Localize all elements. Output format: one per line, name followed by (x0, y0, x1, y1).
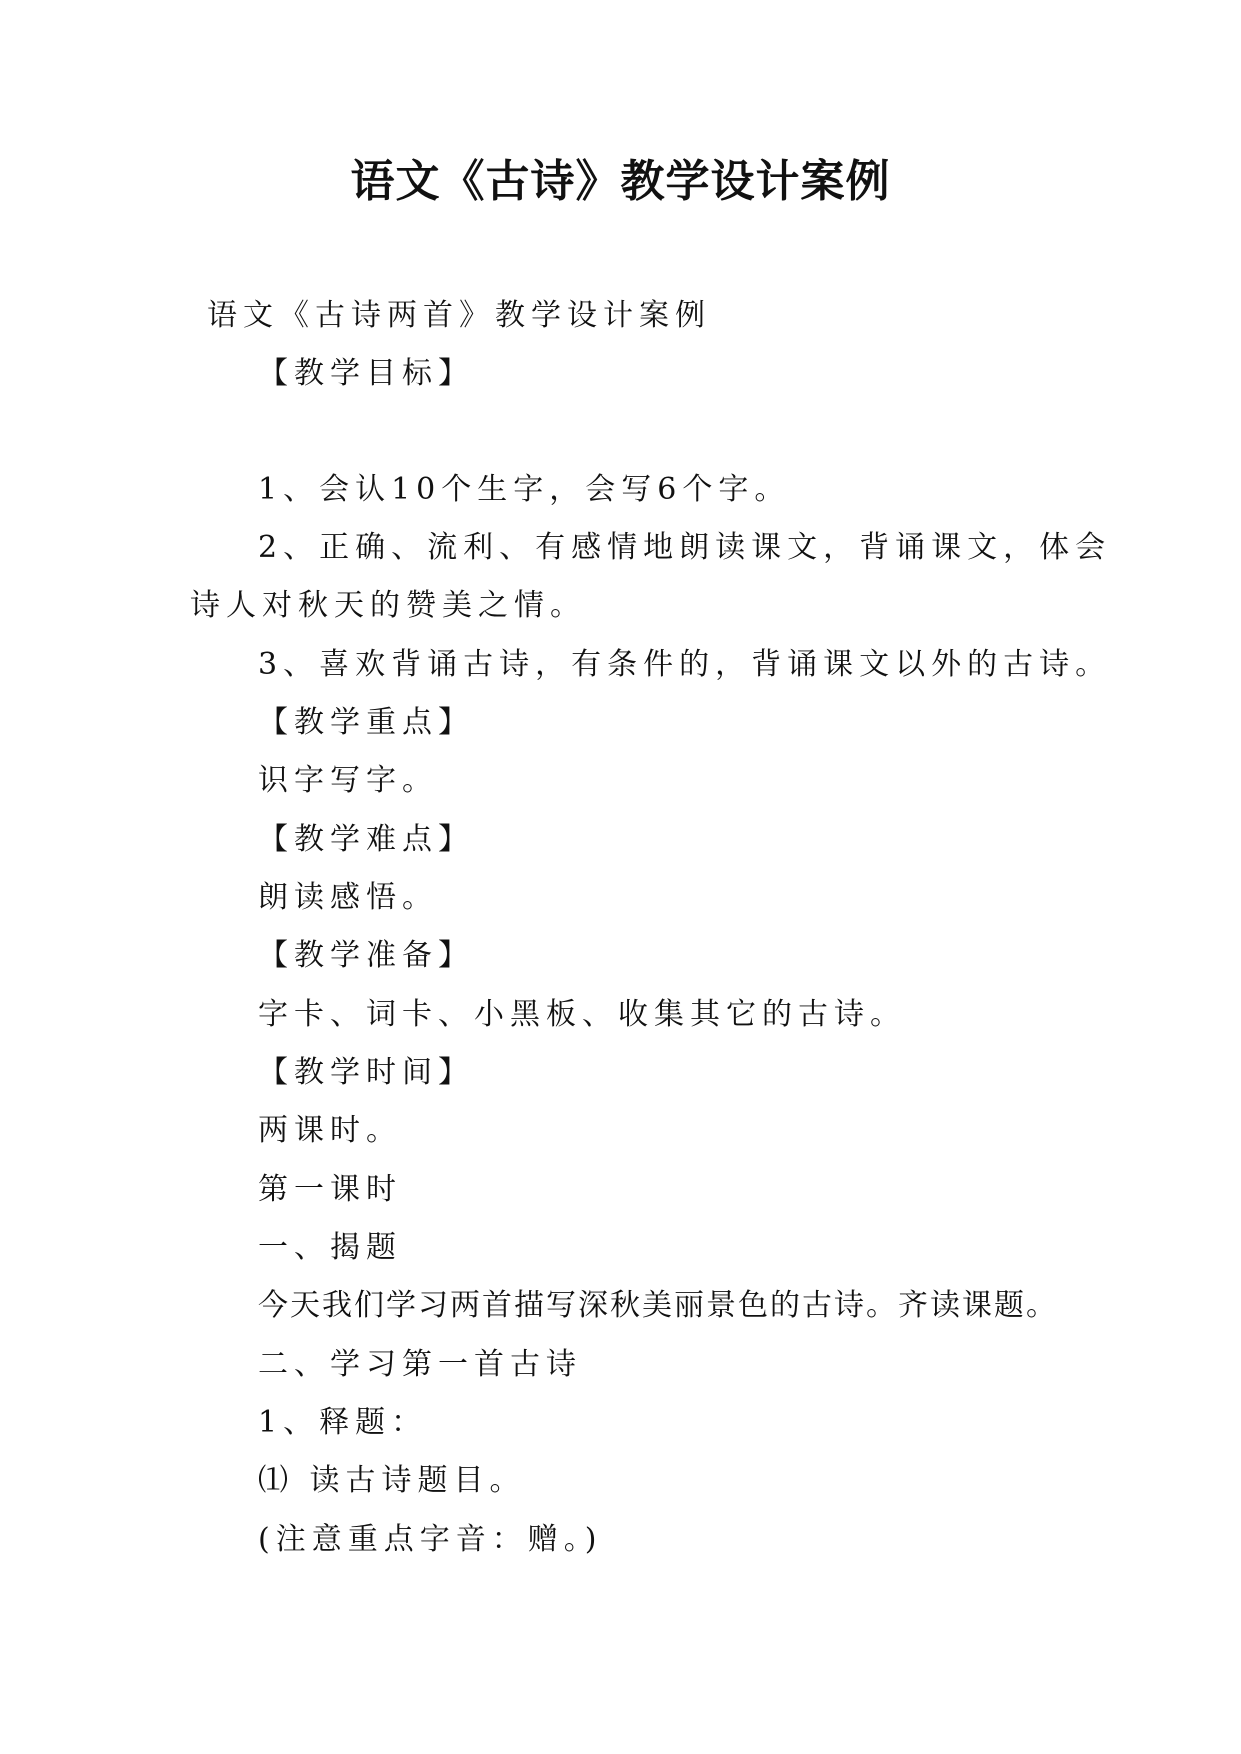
key-points-text: 识字写字。 (258, 763, 438, 798)
difficulties-text: 朗读感悟。 (258, 880, 438, 915)
step-2-sub-item-1: ⑴ 读古诗题目。 (258, 1463, 526, 1498)
lesson-heading: 第一课时 (258, 1172, 402, 1207)
step-2-item-1: 1、释题： (258, 1405, 428, 1440)
preparation-text: 字卡、词卡、小黑板、收集其它的古诗。 (258, 997, 906, 1032)
section-heading-time: 【教学时间】 (258, 1055, 474, 1090)
step-1-heading: 一、揭题 (258, 1230, 402, 1265)
objective-2-continued: 诗人对秋天的赞美之情。 (190, 588, 586, 623)
step-2-heading: 二、学习第一首古诗 (258, 1347, 582, 1382)
objective-2: 2、正确、流利、有感情地朗读课文，背诵课文，体会 (258, 530, 1112, 565)
objective-3: 3、喜欢背诵古诗，有条件的，背诵课文以外的古诗。 (258, 647, 1112, 682)
section-heading-objectives: 【教学目标】 (258, 356, 474, 391)
pronunciation-note: (注意重点字音：赠。) (258, 1522, 603, 1557)
section-heading-preparation: 【教学准备】 (258, 938, 474, 973)
subtitle-line: 语文《古诗两首》教学设计案例 (207, 298, 711, 333)
objective-1: 1、会认10个生字，会写6个字。 (258, 472, 791, 507)
time-text: 两课时。 (258, 1113, 402, 1148)
section-heading-difficulties: 【教学难点】 (258, 822, 474, 857)
document-title: 语文《古诗》教学设计案例 (350, 156, 891, 207)
section-heading-key-points: 【教学重点】 (258, 705, 474, 740)
step-1-text: 今天我们学习两首描写深秋美丽景色的古诗。齐读课题。 (258, 1288, 1058, 1323)
